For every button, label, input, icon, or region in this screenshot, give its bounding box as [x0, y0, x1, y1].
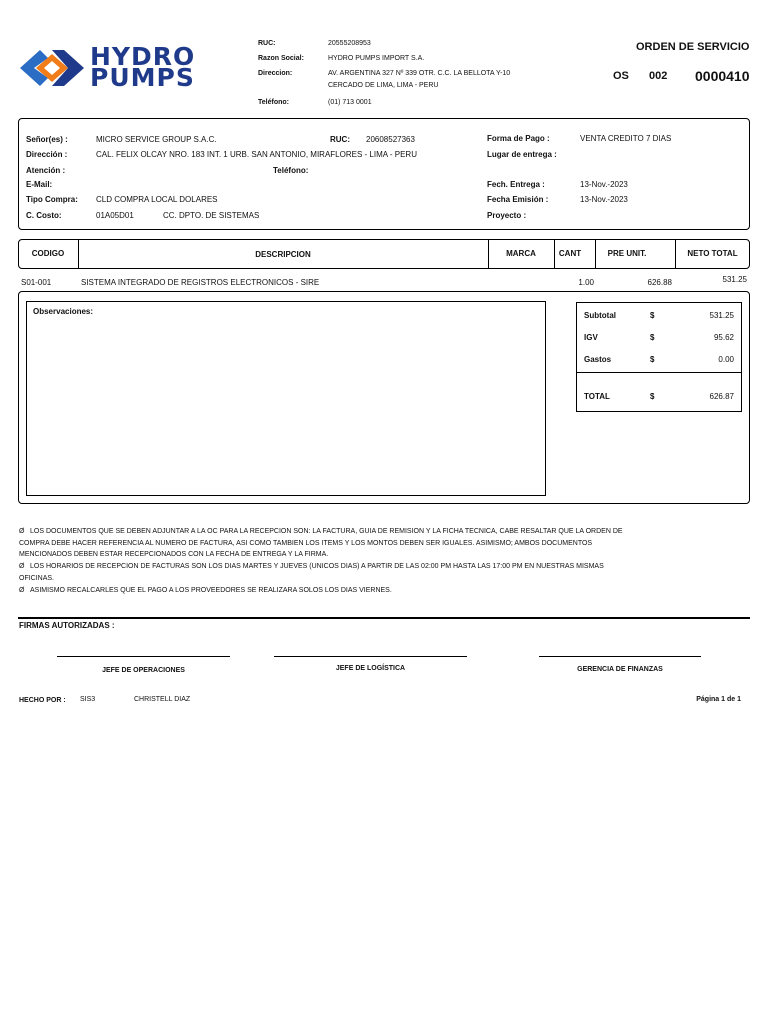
company-razon-label: Razon Social:: [258, 55, 304, 62]
subtotal-currency: $: [650, 311, 655, 320]
gastos-label: Gastos: [584, 355, 612, 364]
client-ruc-value: 20608527363: [366, 135, 415, 144]
client-costo-desc: CC. DPTO. DE SISTEMAS: [163, 211, 260, 220]
company-ruc-value: 20555208953: [328, 40, 371, 47]
client-direccion-value: CAL. FELIX OLCAY NRO. 183 INT. 1 URB. SAN ANTONIO, MIRAFLORES - LIMA - PERU: [96, 150, 417, 159]
total-currency: $: [650, 392, 655, 401]
client-email-label: E-Mail:: [26, 180, 53, 189]
client-atencion-label: Atención :: [26, 166, 66, 175]
hecho-por-label: HECHO POR :: [19, 697, 66, 704]
note1-line3: MENCIONADOS DEBEN ESTAR RECEPCIONADOS CON LA FECHA DE ENTREGA Y LA FIRMA.: [19, 551, 329, 558]
order-series: 002: [649, 70, 668, 82]
logo-line2: PUMPS: [90, 63, 195, 92]
company-telefono-label: Teléfono:: [258, 99, 289, 106]
signature-logistica: JEFE DE LOGÍSTICA: [335, 665, 406, 672]
observations-label: Observaciones:: [33, 307, 94, 316]
lugar-entrega-label: Lugar de entrega :: [487, 150, 557, 159]
order-number: 0000410: [695, 68, 750, 84]
company-logo: [18, 44, 240, 92]
logo-line1: HYDRO: [90, 42, 196, 71]
diamond-logo-icon: [18, 44, 86, 92]
signatures-title: FIRMAS AUTORIZADAS :: [19, 621, 115, 630]
gastos-value: 0.00: [718, 355, 734, 364]
bullet-icon: Ø: [19, 563, 25, 570]
company-direccion-label: Direccion:: [258, 70, 293, 77]
header-neto-total: NETO TOTAL: [687, 249, 738, 258]
row-neto-total: 531.25: [722, 275, 747, 284]
fecha-entrega-label: Fech. Entrega :: [487, 180, 545, 189]
proyecto-label: Proyecto :: [487, 211, 527, 220]
client-senor-label: Señor(es) :: [26, 135, 68, 144]
hecho-por-code: SIS3: [80, 696, 96, 703]
client-tipo-compra-value: CLD COMPRA LOCAL DOLARES: [96, 195, 218, 204]
client-costo-code: 01A05D01: [96, 211, 134, 220]
subtotal-label: Subtotal: [584, 311, 616, 320]
bullet-icon: Ø: [19, 587, 25, 594]
client-direccion-label: Dirección :: [26, 150, 68, 159]
fecha-emision-value: 13-Nov.-2023: [580, 195, 628, 204]
gastos-currency: $: [650, 355, 655, 364]
client-senor-value: MICRO SERVICE GROUP S.A.C.: [96, 135, 217, 144]
total-value: 626.87: [709, 392, 734, 401]
row-codigo: S01-001: [21, 278, 52, 287]
header-codigo: CODIGO: [31, 249, 65, 258]
signature-operaciones: JEFE DE OPERACIONES: [102, 667, 185, 674]
company-direccion-line2: CERCADO DE LIMA, LIMA - PERU: [328, 82, 439, 89]
client-costo-label: C. Costo:: [26, 211, 62, 220]
note1-line1: LOS DOCUMENTOS QUE SE DEBEN ADJUNTAR A LA OC PARA LA RECEPCION SON: LA FACTURA, GUIA DE REMISION Y LA FICHA TECNICA, CABE RESALTAR QUE LA ORDEN DE: [30, 528, 623, 535]
total-label: TOTAL: [584, 392, 610, 401]
header-cant: CANT: [558, 249, 582, 258]
fecha-entrega-value: 13-Nov.-2023: [580, 180, 628, 189]
company-razon-value: HYDRO PUMPS IMPORT S.A.: [328, 55, 425, 62]
igv-currency: $: [650, 333, 655, 342]
header-pre-unit: PRE UNIT.: [607, 249, 647, 258]
page-number: Página 1 de 1: [696, 696, 741, 703]
note2-line2: OFICINAS.: [19, 575, 55, 582]
observations-box: [26, 301, 546, 496]
header-descripcion: DESCRIPCION: [255, 250, 311, 259]
note2-line1: LOS HORARIOS DE RECEPCION DE FACTURAS SON LOS DIAS MARTES Y JUEVES (UNICOS DIAS) A PARTIR DE LAS 02:00 PM HASTA LAS 17:00 PM EN NUESTRAS MISMAS: [30, 563, 604, 570]
row-cant: 1.00: [578, 278, 594, 287]
signature-finanzas: GERENCIA DE FINANZAS: [577, 666, 663, 673]
order-title: ORDEN DE SERVICIO: [636, 41, 750, 53]
note3: ASIMISMO RECALCARLES QUE EL PAGO A LOS PROVEEDORES SE REALIZARA SOLOS LOS DIAS VIERNES.: [30, 587, 392, 594]
forma-pago-label: Forma de Pago :: [487, 134, 550, 143]
note1-line2: COMPRA DEBE HACER REFERENCIA AL NUMERO DE FACTURA, ASI COMO TAMBIEN LOS ITEMS Y LOS MONTOS DEBEN SER IGUALES. ASIMISMO; AMBOS DOCUMENTOS: [19, 540, 593, 547]
row-pre-unit: 626.88: [647, 278, 672, 287]
company-telefono-value: (01) 713 0001: [328, 99, 372, 106]
client-telefono-label: Teléfono:: [273, 166, 309, 175]
forma-pago-value: VENTA CREDITO 7 DIAS: [580, 134, 672, 143]
row-descripcion: SISTEMA INTEGRADO DE REGISTROS ELECTRONICOS - SIRE: [81, 278, 320, 287]
bullet-icon: Ø: [19, 528, 25, 535]
igv-label: IGV: [584, 333, 598, 342]
company-direccion-line1: AV. ARGENTINA 327 Nº 339 OTR. C.C. LA BELLOTA Y-10: [328, 70, 511, 77]
igv-value: 95.62: [713, 333, 734, 342]
subtotal-value: 531.25: [709, 311, 734, 320]
fecha-emision-label: Fecha Emisión :: [487, 195, 549, 204]
company-ruc-label: RUC:: [258, 40, 276, 47]
client-tipo-compra-label: Tipo Compra:: [26, 195, 78, 204]
header-marca: MARCA: [506, 249, 536, 258]
order-os-label: OS: [613, 70, 629, 82]
hecho-por-name: CHRISTELL DIAZ: [134, 696, 191, 703]
client-ruc-label: RUC:: [330, 135, 350, 144]
